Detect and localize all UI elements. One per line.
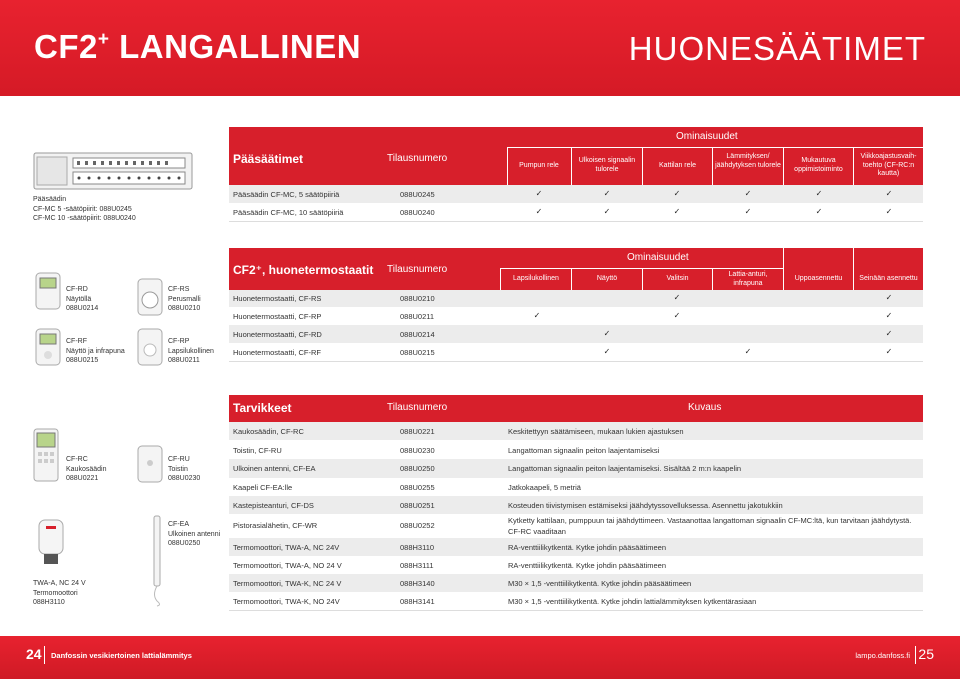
- check-icon: ✓: [885, 293, 893, 302]
- col-wall-mounted: Seinään asennettu: [859, 275, 918, 282]
- description: Keskitettyyn säätämiseen, mukaan lukien ajastuksen: [508, 427, 684, 436]
- product-name: Termomoottori, TWA-A, NC 24V: [233, 543, 340, 552]
- footer-title: Danfossin vesikiertoinen lattialämmitys: [51, 651, 192, 660]
- product-name: Termomoottori, TWA-A, NO 24 V: [233, 561, 342, 570]
- col-flush-mounted: Uppoasennettu: [794, 275, 843, 282]
- cf-rd-thermostat-image: [35, 272, 61, 310]
- cf-rc-caption: CF-RC Kaukosäädin 088U0221: [66, 456, 107, 482]
- cf-rs-caption: CF-RS Perusmalli 088U0210: [168, 286, 201, 312]
- order-number: 088H3110: [400, 543, 435, 552]
- col-child-lock: Lapsilukollinen: [513, 275, 559, 282]
- product-name: Pääsäädin CF-MC, 10 säätöpiiriä: [233, 208, 344, 217]
- features-label: Ominaisuudet: [676, 131, 738, 142]
- main-controllers-header: [229, 127, 923, 185]
- check-icon: ✓: [744, 189, 752, 198]
- check-icon: ✓: [603, 347, 611, 356]
- features-label: Ominaisuudet: [627, 252, 689, 263]
- page-category: HUONESÄÄTIMET: [628, 30, 926, 67]
- check-icon: ✓: [744, 347, 752, 356]
- order-number: 088U0251: [400, 501, 435, 510]
- cf-rc-remote-image: [33, 428, 59, 482]
- description: M30 × 1,5 -venttiilikytkentä. Kytke johdin pääsäätimeen: [508, 579, 692, 588]
- product-name: Kastepisteanturi, CF-DS: [233, 501, 314, 510]
- description: Kosteuden tiivistymisen estämiseksi jäähdytyssovelluksessa. Asennettu jakotukkiin: [508, 501, 783, 510]
- cf-ea-caption: CF-EA Ulkoinen antenni 088U0250: [168, 521, 221, 547]
- description-line-2: CF-RC vaaditaan: [508, 527, 566, 536]
- room-thermostats-title: CF2⁺, huonetermostaatit: [233, 263, 374, 277]
- check-icon: ✓: [885, 207, 893, 216]
- check-icon: ✓: [603, 189, 611, 198]
- product-name: Pistorasialähetin, CF-WR: [233, 521, 318, 530]
- order-number: 088U0245: [400, 190, 435, 199]
- description: Jatkokaapeli, 5 metriä: [508, 483, 581, 492]
- accessories-header: [229, 395, 923, 422]
- description-header: Kuvaus: [688, 402, 722, 413]
- description: RA-venttiilikytkentä. Kytke johdin pääsäätimeen: [508, 543, 666, 552]
- cf-rf-caption: CF-RF Näyttö ja infrapuna 088U0215: [66, 338, 125, 364]
- cf-rd-caption: CF-RD Näytöllä 088U0214: [66, 286, 99, 312]
- product-name: Termomoottori, TWA-K, NO 24V: [233, 597, 340, 606]
- check-icon: ✓: [815, 189, 823, 198]
- order-number: 088U0215: [400, 348, 435, 357]
- col-selector: Valitsin: [666, 275, 689, 282]
- order-number: 088U0221: [400, 427, 435, 436]
- order-number: 088U0210: [400, 294, 435, 303]
- check-icon: ✓: [603, 329, 611, 338]
- col-pump-relay: Pumpun rele: [519, 162, 559, 169]
- order-number: 088U0250: [400, 464, 435, 473]
- check-icon: ✓: [535, 189, 543, 198]
- product-name: Kaapeli CF-EA:lle: [233, 483, 293, 492]
- page-footer: [0, 636, 960, 679]
- product-name: Termomoottori, TWA-K, NC 24 V: [233, 579, 342, 588]
- description: M30 × 1,5 -venttiilikytkentä. Kytke johdin lattialämmityksen kytkentärasiaan: [508, 597, 757, 606]
- order-number: 088U0255: [400, 483, 435, 492]
- check-icon: ✓: [673, 207, 681, 216]
- cf-ru-caption: CF-RU Toistin 088U0230: [168, 456, 201, 482]
- order-number-header: Tilausnumero: [387, 402, 448, 413]
- order-number: 088U0252: [400, 521, 435, 530]
- check-icon: ✓: [673, 293, 681, 302]
- check-icon: ✓: [673, 189, 681, 198]
- col-floor-sensor: Lattia-anturi, infrapuna: [728, 271, 768, 287]
- cf-rp-thermostat-image: [137, 328, 163, 366]
- description: Langattoman signaalin peiton laajentamiseksi. Sisältää 2 m:n kaapelin: [508, 464, 742, 473]
- col-heating-cooling: Lämmityksen/ jäähdytyksen tulorele: [715, 153, 781, 169]
- order-number-header: Tilausnumero: [387, 264, 448, 275]
- cf-rf-thermostat-image: [35, 328, 61, 366]
- check-icon: ✓: [673, 311, 681, 320]
- description: Kytketty kattilaan, pumppuun tai jäähdyttimeen. Vastaanottaa langattoman signaalin CF-MC:ltä, kun tarvitaan jäähdytystä.: [508, 516, 912, 525]
- main-controller-caption: Pääsäädin CF-MC 5 -säätöpiirit: 088U0245 CF-MC 10 -säätöpiirit: 088U0240: [33, 196, 136, 222]
- check-icon: ✓: [535, 207, 543, 216]
- main-controllers-title: Pääsäätimet: [233, 152, 304, 166]
- order-number: 088U0211: [400, 312, 435, 321]
- description: Langattoman signaalin peiton laajentamiseksi: [508, 446, 660, 455]
- order-number: 088H3140: [400, 579, 435, 588]
- product-name: Pääsäädin CF-MC, 5 säätöpiiriä: [233, 190, 340, 199]
- check-icon: ✓: [885, 189, 893, 198]
- check-icon: ✓: [533, 311, 541, 320]
- cf-ru-repeater-image: [137, 445, 163, 483]
- col-display: Näyttö: [596, 275, 618, 282]
- page-number-right: 25: [918, 646, 934, 662]
- check-icon: ✓: [885, 329, 893, 338]
- accessories-title: Tarvikkeet: [233, 401, 292, 415]
- table-row: [229, 343, 923, 361]
- check-icon: ✓: [885, 347, 893, 356]
- order-number: 088U0230: [400, 446, 435, 455]
- check-icon: ✓: [885, 311, 893, 320]
- col-boiler-relay: Kattilan rele: [659, 162, 696, 169]
- col-adaptive-learning: Mukautuva oppimistoiminto: [794, 157, 843, 173]
- page-title: CF2+ LANGALLINEN: [34, 28, 362, 65]
- page-header: [0, 0, 960, 96]
- order-number: 088U0214: [400, 330, 435, 339]
- order-number: 088U0240: [400, 208, 435, 217]
- col-external-signal: Ulkoisen signaalin tulorele: [578, 157, 636, 173]
- cf-rp-caption: CF-RP Lapsilukollinen 088U0211: [168, 338, 214, 364]
- product-name: Ulkoinen antenni, CF-EA: [233, 464, 316, 473]
- twa-actuator-image: [36, 518, 66, 568]
- page-number-left: 24: [26, 646, 42, 662]
- cf-ea-antenna-image: [150, 515, 164, 607]
- check-icon: ✓: [744, 207, 752, 216]
- table-row: [229, 307, 923, 325]
- product-name: Kaukosäädin, CF-RC: [233, 427, 304, 436]
- description: RA-venttiilikytkentä. Kytke johdin pääsäätimeen: [508, 561, 666, 570]
- check-icon: ✓: [815, 207, 823, 216]
- cf-rs-thermostat-image: [137, 278, 163, 316]
- product-name: Huonetermostaatti, CF-RS: [233, 294, 322, 303]
- table-row: [229, 325, 923, 343]
- product-name: Huonetermostaatti, CF-RP: [233, 312, 322, 321]
- order-number: 088H3111: [400, 561, 434, 570]
- main-controller-image: [33, 152, 193, 190]
- twa-caption: TWA-A, NC 24 V Termomoottori 088H3110: [33, 580, 86, 606]
- check-icon: ✓: [603, 207, 611, 216]
- product-name: Toistin, CF-RU: [233, 446, 282, 455]
- order-number-header: Tilausnumero: [387, 153, 448, 164]
- footer-url[interactable]: lampo.danfoss.fi: [855, 651, 910, 660]
- product-name: Huonetermostaatti, CF-RD: [233, 330, 322, 339]
- col-weekly-timer: Viikkoajastusvaih-toehto (CF-RC:n kautta): [860, 153, 917, 177]
- order-number: 088H3141: [400, 597, 435, 606]
- product-name: Huonetermostaatti, CF-RF: [233, 348, 321, 357]
- table-row: [229, 290, 923, 307]
